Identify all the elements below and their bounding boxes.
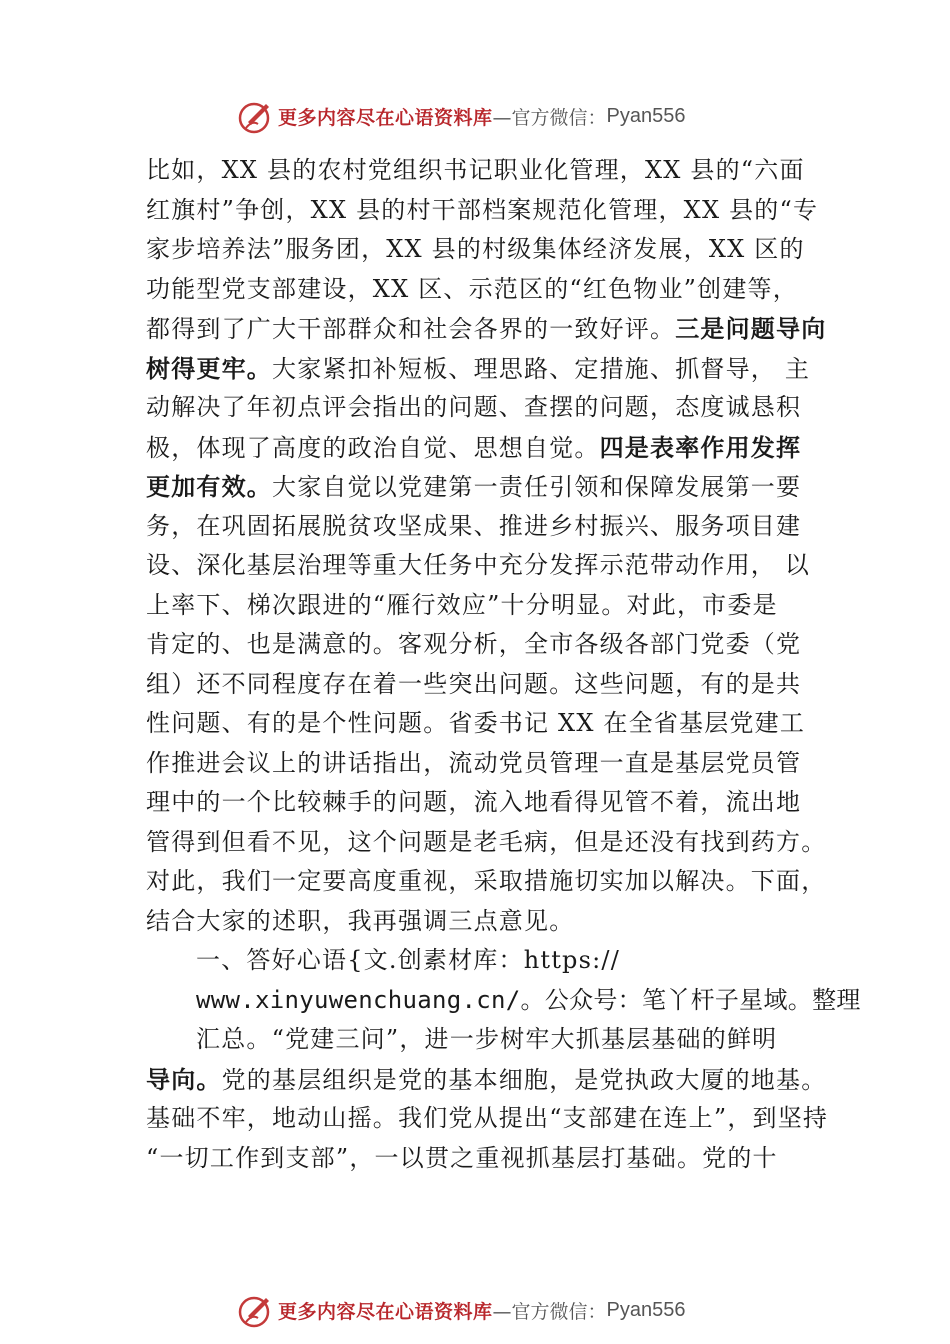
bold-text-segment: 导向。 — [146, 1064, 222, 1094]
text-line — [146, 546, 836, 586]
text-segment: 功能型党支部建设，XX 区、示范区的“红色物业”创建等， — [146, 274, 798, 303]
text-segment: 组）还不同程度存在着一些突出问题。这些问题，有的是共 — [146, 669, 802, 698]
text-line — [146, 823, 836, 863]
text-segment: 管得到但看不见，这个问题是老毛病，但是还没有找到药方。 — [146, 827, 827, 856]
text-segment: 都得到了广大干部群众和社会各界的一致好评。 — [146, 315, 676, 343]
text-segment: 上率下、梯次跟进的“雁行效应”十分明显。对此，市委是 — [146, 590, 778, 619]
footer-site-name: 更多内容尽在心语资料库 — [278, 1300, 493, 1323]
text-line — [146, 1060, 836, 1100]
pen-logo-icon — [238, 1292, 274, 1328]
text-segment: 肯定的、也是满意的。客观分析，全市各级各部门党委（党 — [146, 630, 802, 658]
footer-banner — [0, 1288, 950, 1328]
bold-text-segment: 四是表率作用发挥 — [599, 432, 802, 462]
text-line — [146, 191, 836, 231]
text-line — [146, 1139, 836, 1179]
pen-logo-icon — [238, 98, 274, 134]
text-line — [146, 428, 836, 468]
text-segment: 比如，XX 县的农村党组织书记职业化管理，XX 县的“六面 — [146, 156, 805, 184]
footer-wechat-label: —官方微信： — [492, 1300, 607, 1323]
inserted-text-line: www.xinyuwenchuang.cn/。公众号：笔丫杆子星域。整理 — [196, 985, 861, 1014]
text-line — [146, 467, 836, 507]
inserted-text-line: 一、答好心语{文.创素材库：https:// — [196, 946, 620, 974]
text-line — [146, 151, 836, 191]
text-segment: 大家紧扣补短板、理思路、定措施、抓督导， 主 — [272, 354, 811, 383]
header-wechat-id: Pyan556 — [606, 104, 686, 127]
text-segment: 理中的一个比较棘手的问题，流入地看得见管不着，流出地 — [146, 788, 802, 816]
text-segment: 红旗村”争创，XX 县的村干部档案规范化管理，XX 县的“专 — [146, 195, 819, 224]
text-line — [146, 704, 836, 744]
text-segment: 性问题、有的是个性问题。省委书记 XX 在全省基层党建工 — [146, 709, 806, 737]
document-body — [146, 151, 861, 1178]
text-line — [146, 862, 836, 902]
text-line — [146, 309, 836, 349]
header-wechat-label: —官方微信： — [492, 106, 607, 129]
text-line — [146, 783, 836, 823]
text-segment: 设、深化基层治理等重大任务中充分发挥示范带动作用， 以 — [146, 551, 811, 579]
bold-text-segment: 树得更牢。 — [146, 353, 272, 383]
text-segment: 党的基层组织是党的基本细胞，是党执政大厦的地基。 — [221, 1065, 827, 1094]
text-segment: 基础不牢，地动山摇。我们党从提出“支部建在连上”，到坚持 — [146, 1104, 829, 1132]
text-line — [146, 230, 836, 270]
text-line — [146, 1099, 836, 1139]
text-segment: 家步培养法”服务团，XX 县的村级集体经济发展，XX 区的 — [146, 235, 805, 263]
text-segment: 极，体现了高度的政治自觉、思想自觉。 — [146, 433, 600, 462]
text-line — [146, 507, 836, 547]
bold-text-segment: 三是问题导向 — [675, 314, 827, 343]
text-segment: “一切工作到支部”，一以贯之重视抓基层打基础。党的十 — [146, 1143, 778, 1172]
text-line — [146, 586, 836, 626]
text-segment: 大家自觉以党建第一责任引领和保障发展第一要 — [272, 473, 802, 501]
text-line — [146, 625, 836, 665]
text-segment: 对此，我们一定要高度重视，采取措施切实加以解决。下面， — [146, 867, 827, 895]
text-line — [146, 665, 836, 705]
text-segment: 结合大家的述职，我再强调三点意见。 — [146, 906, 575, 935]
text-line — [146, 902, 836, 942]
text-line — [146, 744, 836, 784]
footer-wechat-id: Pyan556 — [606, 1298, 686, 1321]
inserted-text-line: 汇总。“党建三问”，进一步树牢大抓基层基础的鲜明 — [196, 1025, 778, 1053]
header-site-name: 更多内容尽在心语资料库 — [278, 106, 493, 129]
text-line — [146, 270, 836, 310]
text-segment: 务，在巩固拓展脱贫攻坚成果、推进乡村振兴、服务项目建 — [146, 511, 802, 540]
text-segment: 作推进会议上的讲话指出，流动党员管理一直是基层党员管 — [146, 748, 802, 777]
text-line — [146, 349, 836, 389]
text-segment: 动解决了年初点评会指出的问题、查摆的问题，态度诚恳积 — [146, 393, 802, 421]
text-line — [146, 388, 836, 428]
bold-text-segment: 更加有效。 — [146, 472, 272, 501]
header-banner — [0, 94, 950, 134]
